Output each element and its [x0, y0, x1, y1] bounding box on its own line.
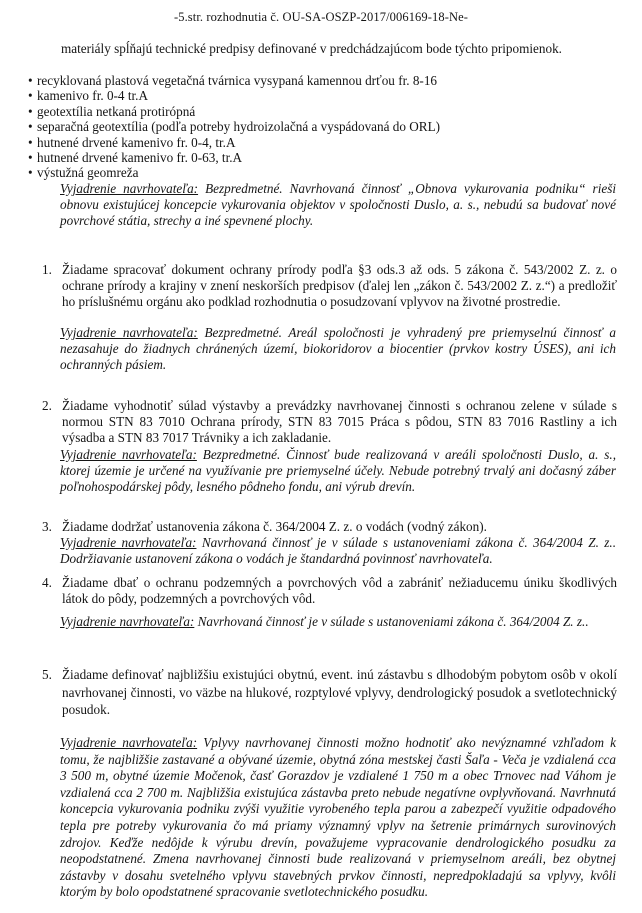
response-text: Navrhovaná činnosť je v súlade s ustanoveniami zákona č. 364/2004 Z. z.. Dodržiavanie ustanovení zákona o vodách je štandardná povinnosť navrhovateľa.	[60, 535, 616, 566]
response-text: Bezpredmetné. Činnosť bude realizovaná v areáli spoločnosti Duslo, a. s., ktorej územie je určené na využívanie pre priemyselné účely. Nebude potrebný trvalý ani dočasný záber poľnohospodárskej pôdy, lesného pôdneho fondu, ani výrub drevín.	[60, 447, 617, 494]
list-item: • hutnené drvené kamenivo fr. 0-63, tr.A	[28, 150, 618, 165]
response-label: Vyjadrenie navrhovateľa:	[60, 535, 197, 550]
requirement-1	[42, 262, 617, 309]
response-text: Vplyvy navrhovanej činnosti možno hodnotiť ako nevýznamné vzhľadom k tomu, že najbližšie zastavané a obývané územie, obytná zóna mestskej časti Šaľa - Veča je vzdialená cca 3 500 m, obytné územie Močenok, časť Gorazdov je vzdialené 1 750 m a obec Trnovec nad Váhom je vzdialená cca 2 700 m. Najbližšia existujúca zástavba preto nebude negatívne ovplyvňovaná. Navrhnutá koncepcia vykurovania podniku zvýši využitie vyrobeného tepla parou a zabezpečí využitie odpadového tepla pre potreby vykurovania čo má priamy významný vplyv na šetrenie primárnych surovinových zdrojov. Keďže nedôjde k výrubu drevín, považujeme vypracovanie dendrologického posudku za neopodstatnené. Zmena navrhovanej činnosti bude realizovaná v priemyselnom areáli, bez obytnej zástavby v dosahu svetelného vplyvu stavebných prvkov činnosti, nepredpokladajú sa vplyvy, kvôli ktorým by bolo opodstatnené spracovanie svetlotechnického posudku.	[60, 735, 616, 900]
item-number: 4.	[42, 575, 52, 590]
item-text: Žiadame spracovať dokument ochrany prírody podľa §3 ods.3 až ods. 5 zákona č. 543/2002 Z. z. o ochrane prírody a krajiny v znení neskorších predpisov (ďalej len „zákon č. 543/2002 Z. z.“) a predložiť ho príslušnému orgánu ako podklad rozhodnutia o posudzovaní vplyvov na životné prostredie.	[62, 262, 617, 309]
response-0	[60, 181, 616, 228]
response-4	[60, 614, 616, 630]
response-label: Vyjadrenie navrhovateľa:	[60, 614, 195, 629]
intro-paragraph: materiály spĺňajú technické predpisy definované v predchádzajúcom bode týchto pripomienok.	[61, 41, 562, 56]
list-item: • kamenivo fr. 0-4 tr.A	[28, 88, 618, 103]
response-label: Vyjadrenie navrhovateľa:	[60, 325, 198, 340]
response-2	[60, 447, 616, 494]
item-text: Žiadame dbať o ochranu podzemných a povrchových vôd a zabrániť nežiaducemu úniku škodlivých látok do pôdy, podzemných a povrchových vôd.	[62, 575, 617, 606]
response-label: Vyjadrenie navrhovateľa:	[60, 447, 197, 462]
item-text: Žiadame vyhodnotiť súlad výstavby a prevádzky navrhovanej činnosti s ochranou zelene v súlade s normou STN 83 7010 Ochrana prírody, STN 83 7015 Práca s pôdou, STN 83 7016 Rastliny a ich výsadba a STN 83 7017 Trávniky a ich zakladanie.	[62, 398, 617, 445]
materials-list	[28, 73, 618, 181]
response-text: Bezpredmetné. Areál spoločnosti je vyhradený pre priemyselnú činnosť a nezasahuje do žiadnych chránených území, biokoridorov a biocentier (prvkov kostry ÚSES), ani ich ochranných pásiem.	[60, 325, 616, 372]
page-header: -5.str. rozhodnutia č. OU-SA-OSZP-2017/006169-18-Ne-	[173, 10, 469, 24]
response-text: Bezpredmetné. Navrhovaná činnosť „Obnova vykurovania podniku“ rieši obnovu existujúcej koncepcie vykurovania objektov v spoločnosti Duslo, a. s., nebudú sa budovať nové povrchové státia, strechy a iné spevnené plochy.	[60, 181, 617, 228]
item-number: 1.	[42, 262, 52, 277]
response-5	[60, 735, 616, 901]
requirement-3	[42, 519, 617, 535]
item-number: 3.	[42, 519, 52, 534]
requirement-4	[42, 575, 617, 607]
list-item: • výstužná geomreža	[28, 165, 618, 180]
response-label: Vyjadrenie navrhovateľa:	[60, 181, 199, 196]
item-text: Žiadame dodržať ustanovenia zákona č. 364/2004 Z. z. o vodách (vodný zákon).	[62, 519, 487, 534]
list-item: • recyklovaná plastová vegetačná tvárnica vysypaná kamennou drťou fr. 8-16	[28, 73, 618, 88]
item-number: 2.	[42, 398, 52, 413]
list-item: • separačná geotextília (podľa potreby hydroizolačná a vyspádovaná do ORL)	[28, 119, 618, 134]
response-1	[60, 325, 616, 372]
list-item: • geotextília netkaná protirópná	[28, 104, 618, 119]
item-text: Žiadame definovať najbližšiu existujúci obytnú, event. inú zástavbu s dlhodobým pobytom osôb v okolí navrhovanej činnosti, vo väzbe na hlukové, rozptylové vplyvy, dendrologický posudok a svetlotechnický posudok.	[62, 667, 617, 717]
response-label: Vyjadrenie navrhovateľa:	[60, 735, 198, 750]
response-text: Navrhovaná činnosť je v súlade s ustanoveniami zákona č. 364/2004 Z. z..	[197, 614, 589, 629]
list-item: • hutnené drvené kamenivo fr. 0-4, tr.A	[28, 135, 618, 150]
response-3	[60, 535, 616, 567]
requirement-5	[42, 666, 617, 719]
requirement-2	[42, 398, 617, 445]
item-number: 5.	[42, 667, 52, 682]
